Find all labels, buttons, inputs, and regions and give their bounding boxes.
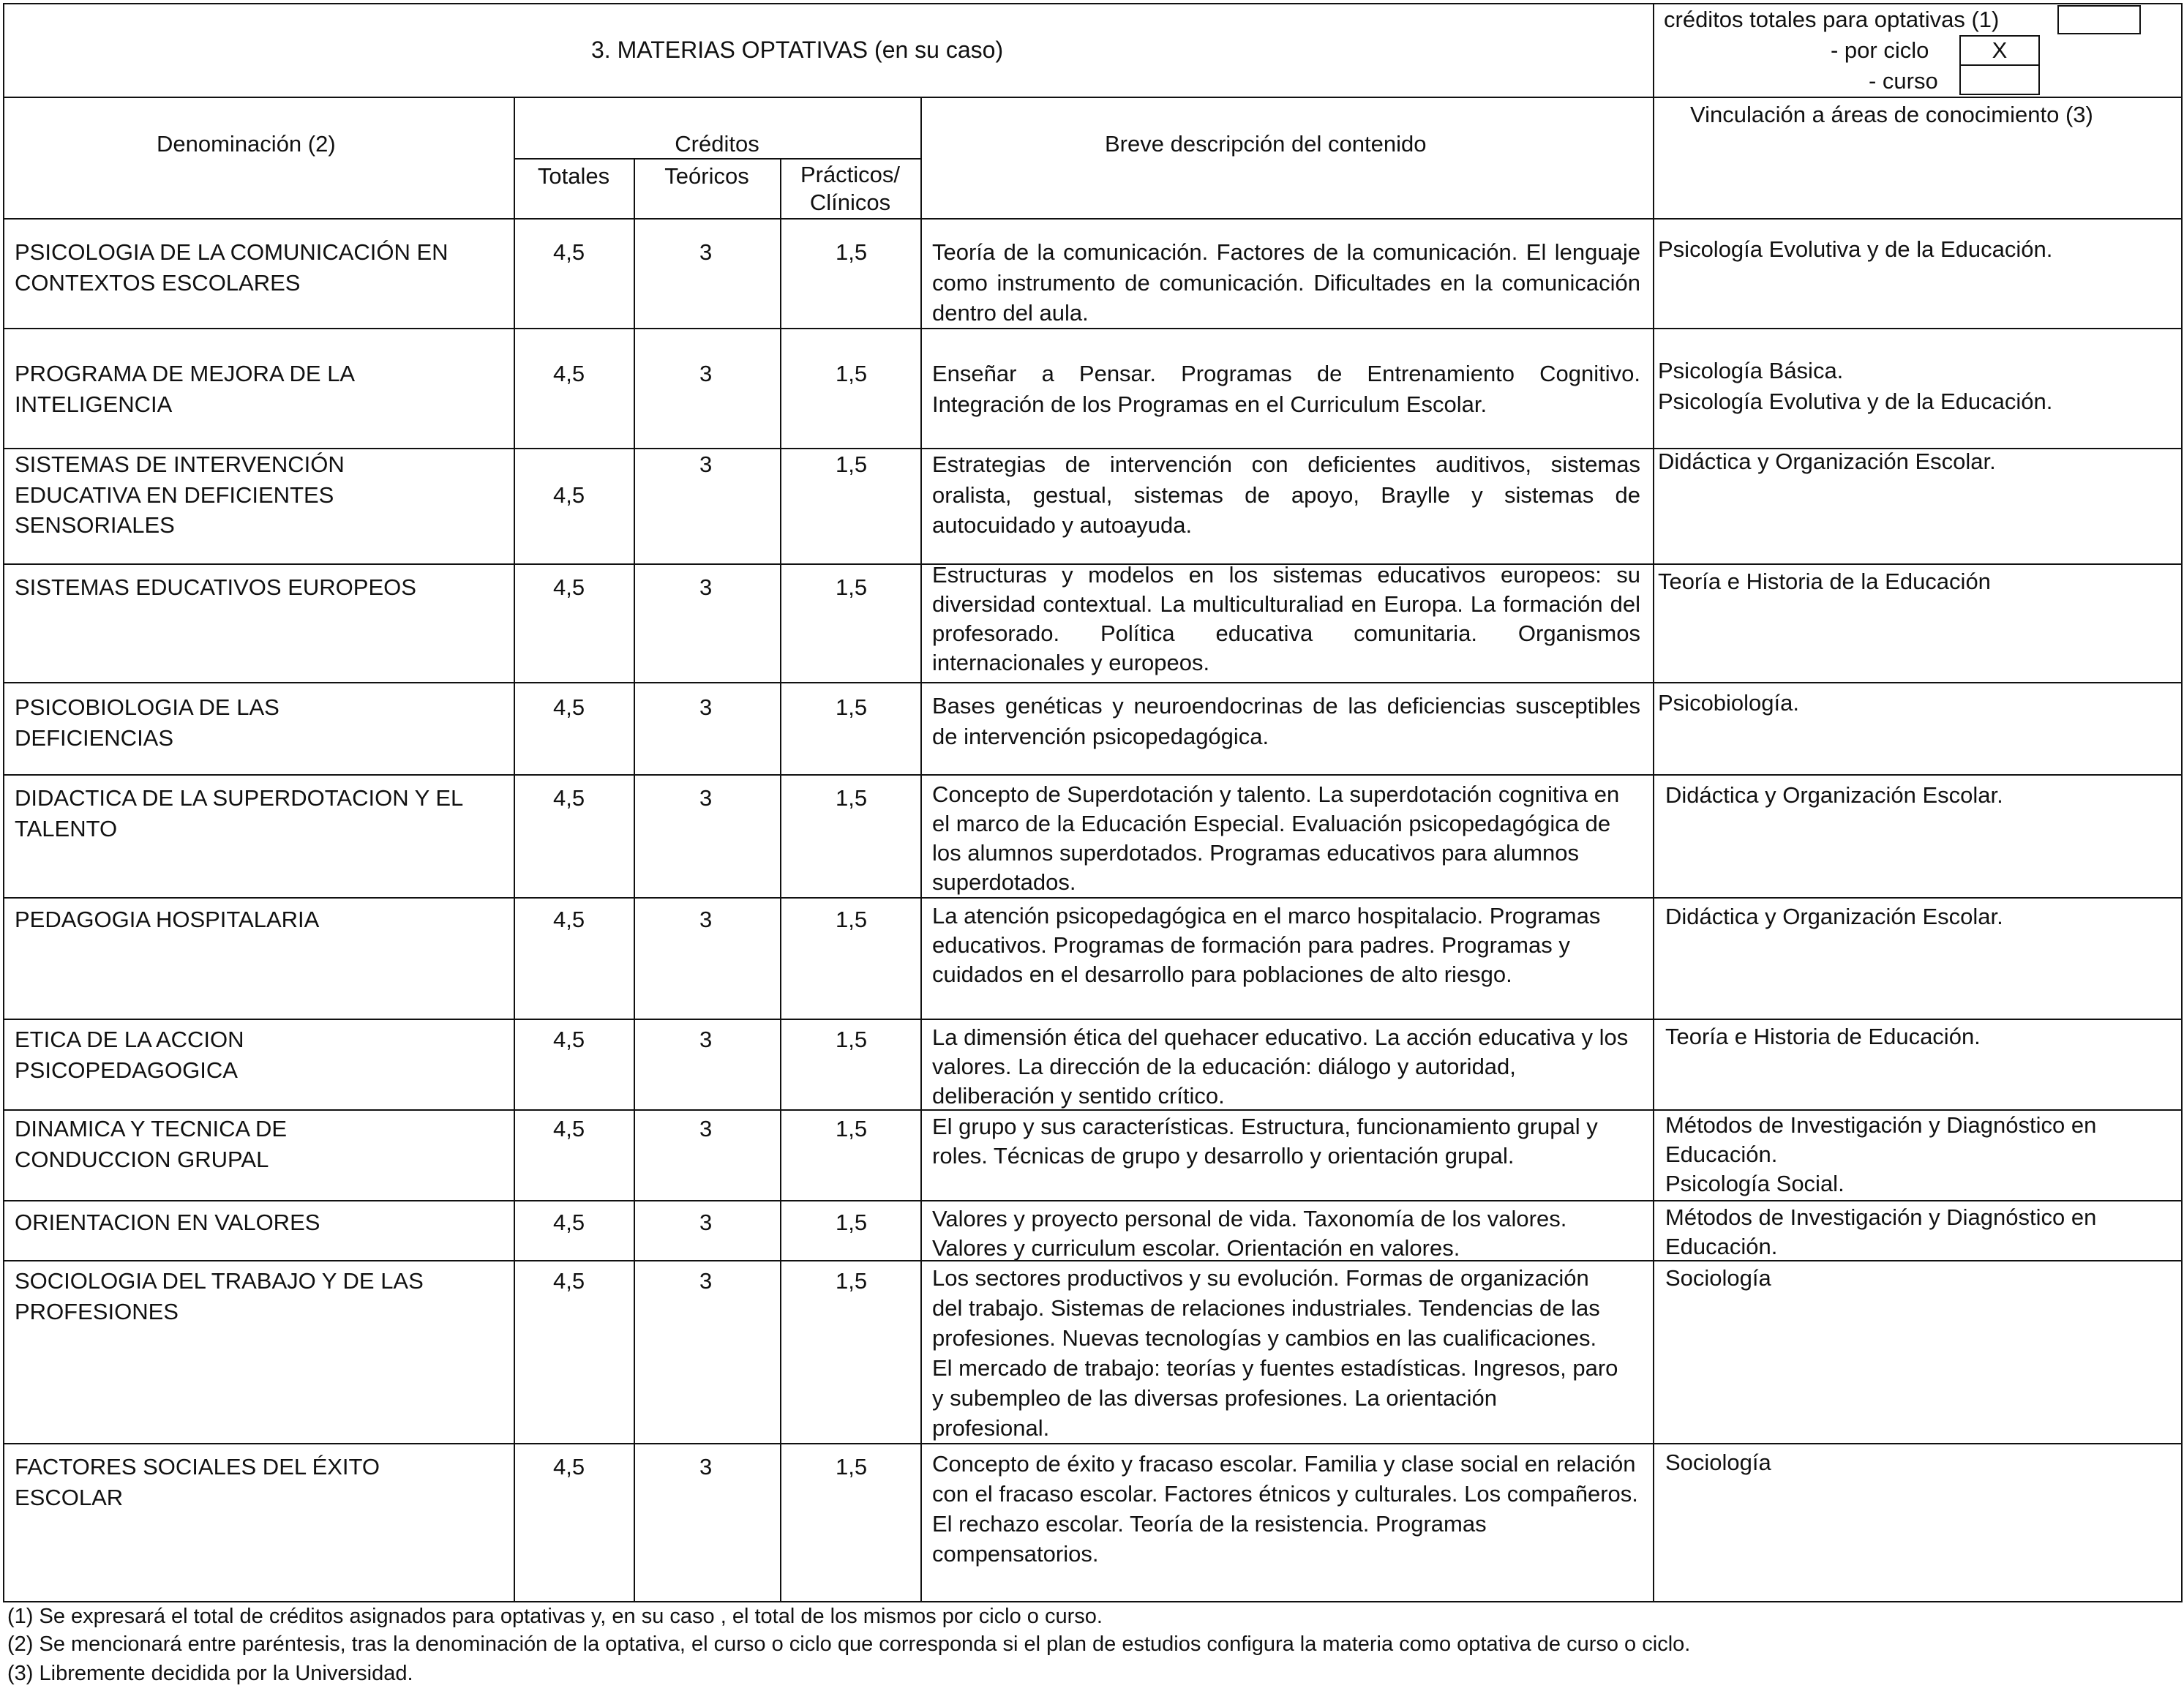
cell-practicos: 1,5 xyxy=(836,1027,868,1052)
cell-descripcion: Teoría de la comunicación. Factores de la comunicación. El lenguaje como instrumento de comunicación. Dificultades en la comunicación dentro del aula. xyxy=(932,239,1640,326)
cell-descripcion: Estrategias de intervención con deficientes auditivos, sistemas oralista, gestual, sistemas de apoyo, Braylle y sistemas de autocuidado y autoayuda. xyxy=(932,451,1640,538)
cell-denominacion: SISTEMAS DE INTERVENCIÓN EDUCATIVA EN DEFICIENTES SENSORIALES xyxy=(15,451,345,538)
cell-teoricos: 3 xyxy=(699,574,713,600)
cell-teoricos: 3 xyxy=(699,1210,713,1235)
row-line xyxy=(3,1200,2183,1201)
col-line-2 xyxy=(634,158,635,1602)
credits-total-field xyxy=(2057,5,2141,34)
cell-practicos: 1,5 xyxy=(836,361,868,386)
header-denominacion: Denominación (2) xyxy=(157,131,336,157)
cell-descripcion: La dimensión ética del quehacer educativo. La acción educativa y los valores. La dirección de la educación: diálogo y autoridad, deliberación y sentido crítico. xyxy=(932,1024,1629,1109)
cell-vinculacion: Psicobiología. xyxy=(1658,690,1800,716)
cell-practicos: 1,5 xyxy=(836,785,868,811)
section-title: 3. MATERIAS OPTATIVAS (en su caso) xyxy=(591,37,1004,63)
row-line xyxy=(3,1443,2183,1444)
cell-descripcion: La atención psicopedagógica en el marco hospitalacio. Programas educativos. Programas de formación para padres. Programas y cuidados en el desarrollo para poblaciones de alto riesgo. xyxy=(932,903,1601,987)
cell-teoricos: 3 xyxy=(699,1268,713,1294)
cell-totales: 4,5 xyxy=(553,785,585,811)
cell-teoricos: 3 xyxy=(699,361,713,386)
cell-vinculacion: Psicología Evolutiva y de la Educación. xyxy=(1658,236,2053,262)
cell-vinculacion: Psicología Básica. Psicología Evolutiva y de la Educación. xyxy=(1658,358,2053,414)
cell-practicos: 1,5 xyxy=(836,239,868,265)
header-vinculacion: Vinculación a áreas de conocimiento (3) xyxy=(1690,102,2093,127)
credits-ciclo-label: - por ciclo xyxy=(1831,37,1929,63)
cell-descripcion: Concepto de Superdotación y talento. La superdotación cognitiva en el marco de la Educación Especial. Evaluación psicopedagógica de los alumnos superdotados. Programas educativos para alumnos superdotados. xyxy=(932,781,1620,895)
cell-practicos: 1,5 xyxy=(836,1210,868,1235)
header-practicos: Prácticos/ Clínicos xyxy=(800,162,901,215)
cell-descripcion: Concepto de éxito y fracaso escolar. Familia y clase social en relación con el fracaso escolar. Factores étnicos y culturales. Los compañeros. El rechazo escolar. Teoría de la resistencia. Programas compensatorios. xyxy=(932,1451,1638,1567)
row-line xyxy=(3,682,2183,683)
row-line xyxy=(3,897,2183,899)
cell-totales: 4,5 xyxy=(553,1454,585,1480)
col-line-1 xyxy=(514,97,515,1602)
cell-vinculacion: Sociología xyxy=(1665,1450,1771,1475)
header-creditos: Créditos xyxy=(675,131,759,157)
cell-totales: 4,5 xyxy=(553,907,585,932)
row-line xyxy=(3,774,2183,776)
cell-denominacion: SOCIOLOGIA DEL TRABAJO Y DE LAS PROFESIONES xyxy=(15,1268,424,1324)
cell-vinculacion: Métodos de Investigación y Diagnóstico en Educación. xyxy=(1665,1204,2097,1259)
cell-descripcion: Estructuras y modelos en los sistemas educativos europeos: su diversidad contextual. La multiculturaliad en Europa. La formación del profesorado. Política educativa comunitaria. Organismos internacionales y europeos. xyxy=(932,562,1640,675)
cell-denominacion: ORIENTACION EN VALORES xyxy=(15,1210,320,1235)
cell-practicos: 1,5 xyxy=(836,694,868,720)
cell-denominacion: ETICA DE LA ACCION PSICOPEDAGOGICA xyxy=(15,1027,244,1083)
header-descripcion: Breve descripción del contenido xyxy=(1105,131,1427,157)
cell-teoricos: 3 xyxy=(699,785,713,811)
cell-totales: 4,5 xyxy=(553,694,585,720)
header-totales: Totales xyxy=(537,163,610,189)
header-teoricos: Teóricos xyxy=(664,163,749,189)
credits-curso-field xyxy=(1959,64,2040,95)
credits-curso-label: - curso xyxy=(1869,68,1938,94)
cell-descripcion: Los sectores productivos y su evolución. Formas de organización del trabajo. Sistemas de relaciones industriales. Tendencias de las profesiones. Nuevas tecnologías y cambios en las cualificaciones. El mercado de trabajo: teorías y fuentes estadísticas. Ingresos, paro y subempleo de las diversas profesiones. La orientación profesional. xyxy=(932,1265,1618,1441)
cell-practicos: 1,5 xyxy=(836,907,868,932)
cell-denominacion: PEDAGOGIA HOSPITALARIA xyxy=(15,907,320,932)
cell-teoricos: 3 xyxy=(699,907,713,932)
row-line xyxy=(3,1019,2183,1020)
cell-practicos: 1,5 xyxy=(836,1454,868,1480)
col-line-3 xyxy=(780,158,781,1602)
footnote-2: (2) Se mencionará entre paréntesis, tras la denominación de la optativa, el curso o ciclo que corresponda si el plan de estudios configura la materia como optativa de curso o ciclo. xyxy=(7,1632,1691,1656)
cell-vinculacion: Didáctica y Organización Escolar. xyxy=(1665,904,2003,929)
cell-descripcion: Bases genéticas y neuroendocrinas de las deficiencias susceptibles de intervención psicopedagógica. xyxy=(932,693,1640,749)
cell-vinculacion: Métodos de Investigación y Diagnóstico en Educación. Psicología Social. xyxy=(1665,1112,2097,1196)
cell-totales: 4,5 xyxy=(553,1210,585,1235)
cell-vinculacion: Teoría e Historia de la Educación xyxy=(1658,569,1991,594)
cell-vinculacion: Teoría e Historia de Educación. xyxy=(1665,1024,1981,1049)
cell-totales: 4,5 xyxy=(553,1268,585,1294)
cell-descripcion: Valores y proyecto personal de vida. Taxonomía de los valores. Valores y curriculum escolar. Orientación en valores. xyxy=(932,1206,1567,1261)
cell-practicos: 1,5 xyxy=(836,1116,868,1141)
cell-totales: 4,5 xyxy=(553,239,585,265)
cell-totales: 4,5 xyxy=(553,361,585,386)
header-bottom-line xyxy=(3,218,2183,220)
cell-practicos: 1,5 xyxy=(836,574,868,600)
cell-denominacion: PSICOLOGIA DE LA COMUNICACIÓN EN CONTEXTOS ESCOLARES xyxy=(15,239,449,296)
cell-teoricos: 3 xyxy=(699,451,713,477)
cell-denominacion: SISTEMAS EDUCATIVOS EUROPEOS xyxy=(15,574,416,600)
cell-denominacion: DINAMICA Y TECNICA DE CONDUCCION GRUPAL xyxy=(15,1116,288,1172)
cell-denominacion: PSICOBIOLOGIA DE LAS DEFICIENCIAS xyxy=(15,694,279,751)
cell-vinculacion: Didáctica y Organización Escolar. xyxy=(1665,782,2003,808)
cell-totales: 4,5 xyxy=(553,482,585,508)
cell-denominacion: PROGRAMA DE MEJORA DE LA INTELIGENCIA xyxy=(15,361,354,417)
footnote-3: (3) Libremente decidida por la Universidad. xyxy=(7,1662,413,1685)
cell-practicos: 1,5 xyxy=(836,451,868,477)
cell-teoricos: 3 xyxy=(699,1116,713,1141)
cell-descripcion: Enseñar a Pensar. Programas de Entrenamiento Cognitivo. Integración de los Programas en el Curriculum Escolar. xyxy=(932,361,1640,417)
cell-teoricos: 3 xyxy=(699,694,713,720)
cell-descripcion: El grupo y sus características. Estructura, funcionamiento grupal y roles. Técnicas de grupo y desarrollo y orientación grupal. xyxy=(932,1114,1598,1169)
cell-totales: 4,5 xyxy=(553,1116,585,1141)
cell-practicos: 1,5 xyxy=(836,1268,868,1294)
col-line-5 xyxy=(1653,97,1654,1602)
cell-vinculacion: Didáctica y Organización Escolar. xyxy=(1658,449,1996,474)
cell-totales: 4,5 xyxy=(553,1027,585,1052)
cell-teoricos: 3 xyxy=(699,1454,713,1480)
credits-total-label: créditos totales para optativas (1) xyxy=(1664,7,2000,32)
cell-denominacion: FACTORES SOCIALES DEL ÉXITO ESCOLAR xyxy=(15,1454,380,1510)
cell-totales: 4,5 xyxy=(553,574,585,600)
footnote-1: (1) Se expresará el total de créditos asignados para optativas y, en su caso , el total de los mismos por ciclo o curso. xyxy=(7,1605,1103,1628)
credits-ciclo-value: X xyxy=(1992,37,2008,63)
cell-vinculacion: Sociología xyxy=(1665,1265,1771,1291)
cell-teoricos: 3 xyxy=(699,239,713,265)
col-line-4 xyxy=(920,97,922,1602)
cell-denominacion: DIDACTICA DE LA SUPERDOTACION Y EL TALENTO xyxy=(15,785,463,841)
cell-teoricos: 3 xyxy=(699,1027,713,1052)
